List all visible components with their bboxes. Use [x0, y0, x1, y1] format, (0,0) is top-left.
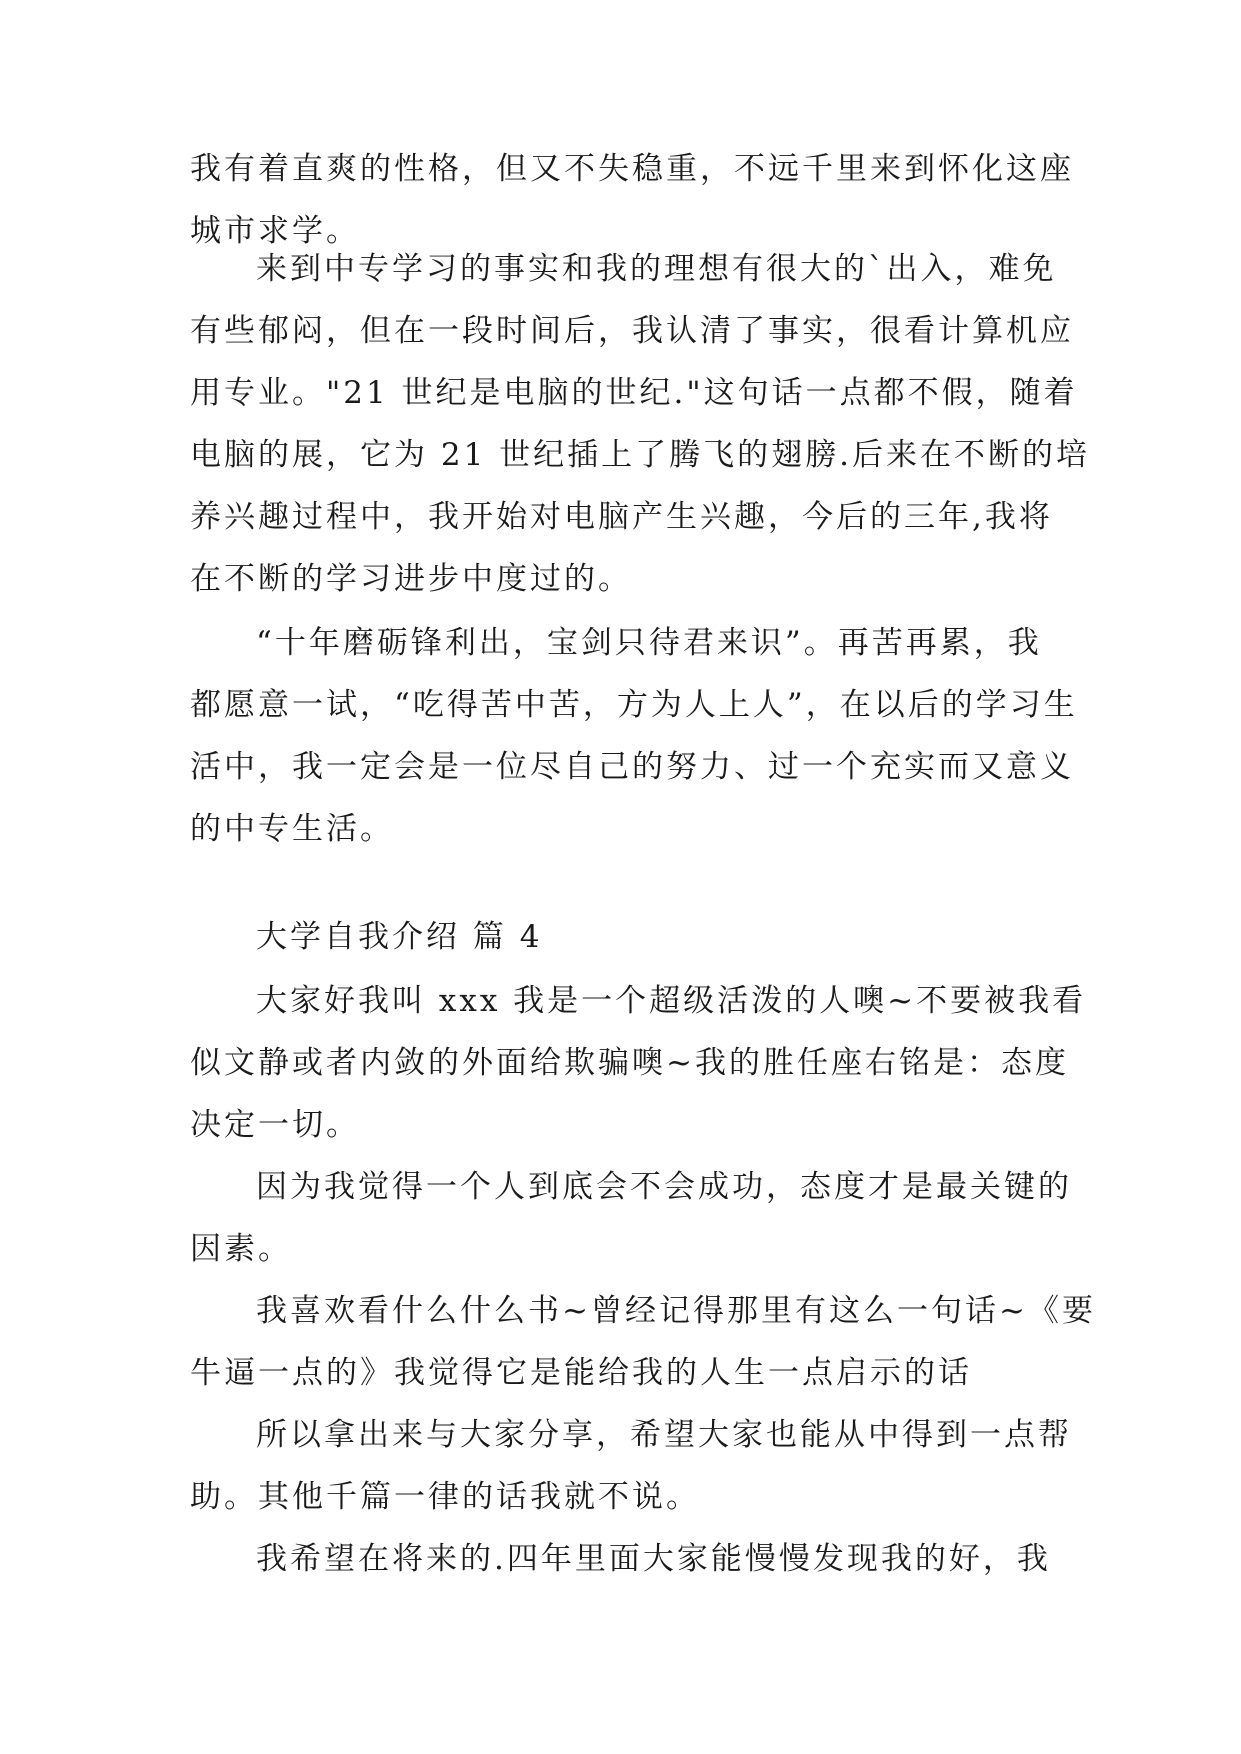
text-line: 在不断的学习进步中度过的。 [190, 561, 632, 597]
text-line: 活中，我一定会是一位尽自己的努力、过一个充实而又意义 [190, 749, 1074, 785]
text-line: 有些郁闷，但在一段时间后，我认清了事实，很看计算机应 [190, 313, 1074, 349]
text-line: 我有着直爽的性格，但又不失稳重，不远千里来到怀化这座 [190, 151, 1074, 187]
text-line: “十年磨砺锋利出，宝剑只待君来识”。再苦再累，我 [256, 625, 1042, 661]
heading-text: 大学自我介绍 篇 4 [256, 919, 543, 955]
paragraph [190, 970, 1087, 1156]
paragraph [190, 1156, 1072, 1280]
text-line: 我希望在将来的.四年里面大家能慢慢发现我的好，我 [256, 1541, 1051, 1577]
text-line: 似文静或者内敛的外面给欺骗噢~我的胜任座右铭是：态度 [190, 1045, 1069, 1081]
text-line: 所以拿出来与大家分享，希望大家也能从中得到一点帮 [256, 1417, 1072, 1453]
paragraph [190, 1528, 1050, 1590]
section-heading [190, 906, 1050, 968]
text-line: 用专业。"21 世纪是电脑的世纪."这句话一点都不假，随着 [190, 375, 1078, 411]
text-line: 城市求学。 [190, 213, 360, 249]
text-line: 牛逼一点的》我觉得它是能给我的人生一点启示的话 [190, 1355, 972, 1391]
text-line: 养兴趣过程中，我开始对电脑产生兴趣，今后的三年,我将 [190, 499, 1053, 535]
text-line: 的中专生活。 [190, 811, 394, 847]
paragraph [190, 238, 1091, 610]
text-line: 因素。 [190, 1231, 292, 1267]
text-line: 大家好我叫 xxx 我是一个超级活泼的人噢~不要被我看 [256, 983, 1087, 1019]
paragraph [190, 1404, 1072, 1528]
text-line: 来到中专学习的事实和我的理想有很大的`出入，难免 [256, 251, 1057, 287]
text-line: 因为我觉得一个人到底会不会成功，态度才是最关键的 [256, 1169, 1072, 1205]
text-line: 都愿意一试，“吃得苦中苦，方为人上人”，在以后的学习生 [190, 687, 1078, 723]
text-line: 决定一切。 [190, 1107, 360, 1143]
text-line: 助。其他千篇一律的话我就不说。 [190, 1479, 700, 1515]
paragraph [190, 612, 1078, 860]
paragraph [190, 1280, 1096, 1404]
text-line: 我喜欢看什么什么书~曾经记得那里有这么一句话~《要 [256, 1293, 1096, 1329]
text-line: 电脑的展，它为 21 世纪插上了腾飞的翅膀.后来在不断的培 [190, 437, 1091, 473]
